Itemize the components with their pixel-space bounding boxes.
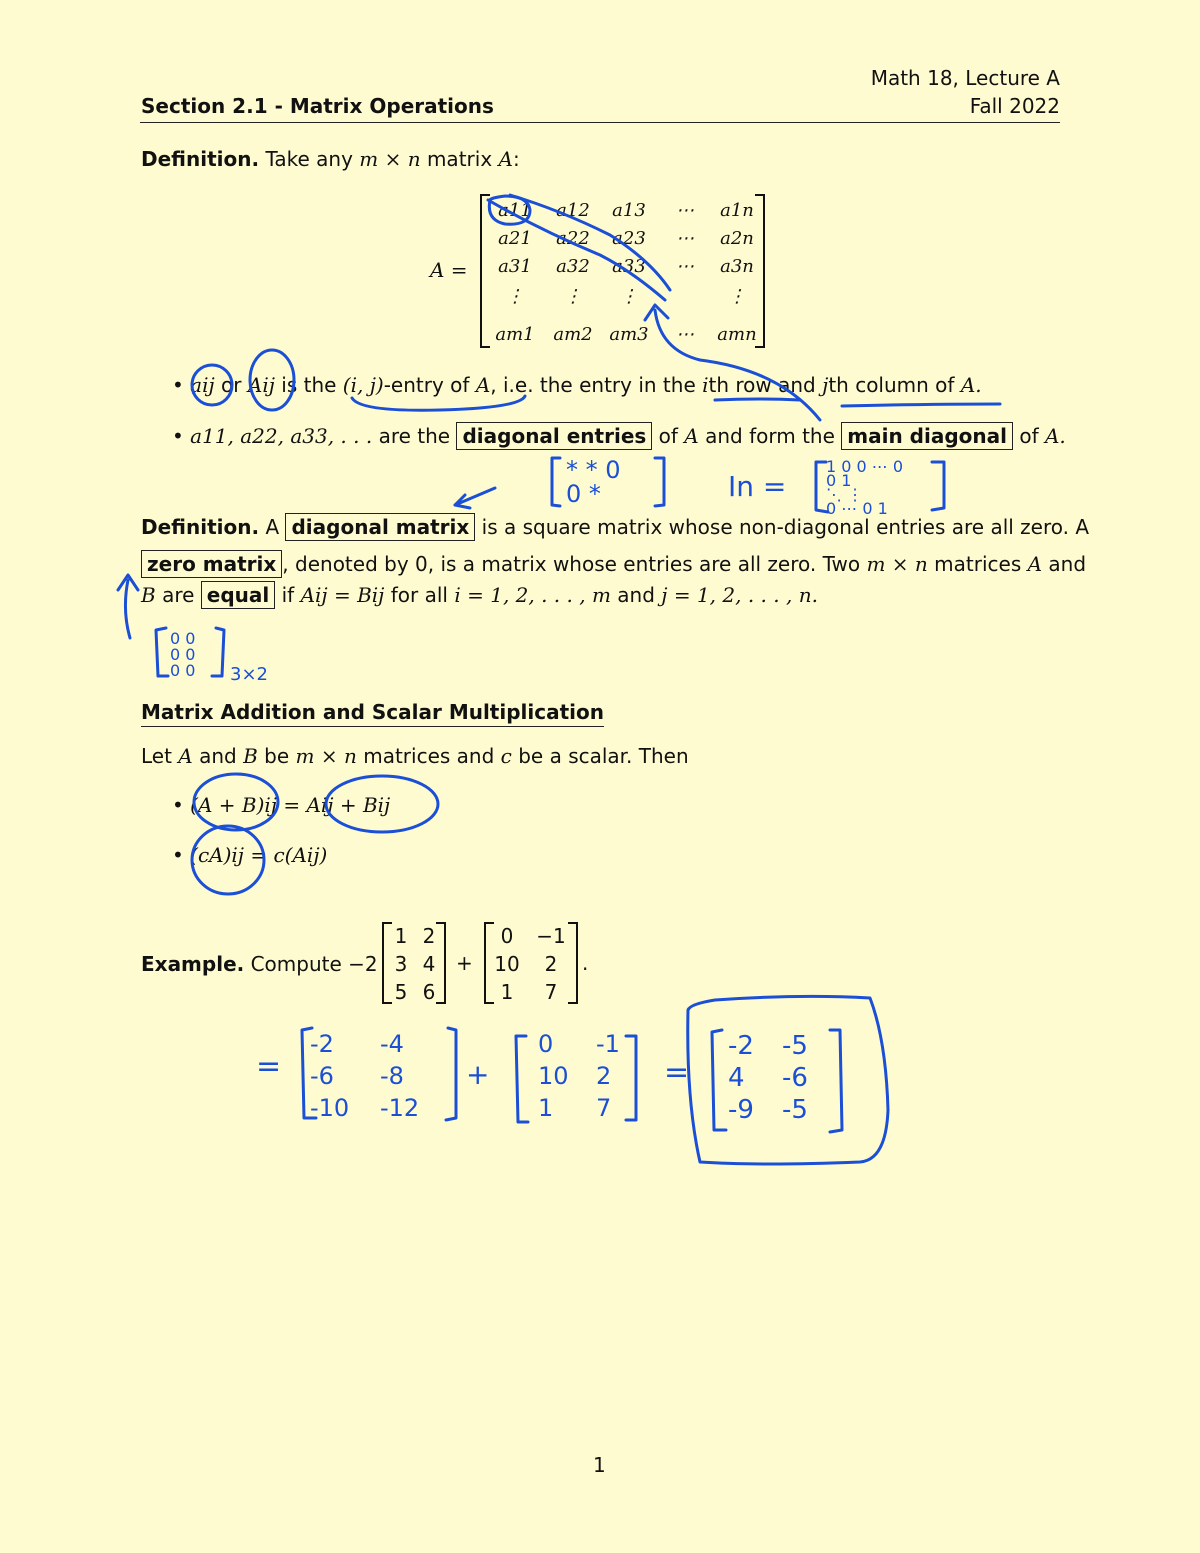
def1-colon: : (512, 147, 520, 171)
section2-intro (141, 743, 689, 769)
ink-scaled-entry: -12 (380, 1094, 420, 1122)
ink-underline-col (842, 404, 1000, 406)
def1-mn: m × n (359, 147, 421, 171)
matrix-entry: a32 (556, 256, 590, 277)
ink-scaled-entry: -2 (310, 1030, 334, 1058)
rule-scalar (172, 842, 327, 868)
ink-identity-row: 1 0 0 ⋯ 0 (826, 457, 904, 476)
b1-i: i (702, 373, 709, 397)
matrix-entry: a3n (720, 256, 754, 277)
ink-arrow (455, 488, 495, 505)
matrix-entry: a33 (612, 256, 646, 277)
ink-scaled-entry: -10 (310, 1094, 350, 1122)
section-heading: Matrix Addition and Scalar Multiplication (141, 700, 604, 727)
b1-aij: aij (190, 373, 215, 397)
example-matrix-2 (484, 922, 578, 1004)
ink-bracket (212, 628, 224, 676)
ink-added-entry: 1 (538, 1094, 554, 1122)
ink-zero-sketch-row: 0 0 (170, 629, 196, 648)
ink-diagonal-sketch-row: 0 * (566, 480, 601, 508)
ink-bracket (552, 458, 560, 506)
ink-bracket (712, 1030, 726, 1130)
s2-B: B (243, 744, 258, 768)
matrix-entry: a2n (720, 228, 754, 249)
matrix-A (480, 194, 765, 348)
matrix-entry: ⋮ (728, 286, 746, 307)
ink-bracket (302, 1028, 316, 1118)
b1-rest1: is the (281, 373, 337, 397)
def1-text-b: matrix (426, 147, 493, 171)
matrix-entry: 3 (394, 952, 408, 976)
ink-bracket (816, 462, 828, 512)
matrix-entry: ⋯ (676, 228, 694, 249)
bullet-dot: • (172, 843, 184, 867)
term-main-diagonal: main diagonal (841, 422, 1013, 450)
rule-addition-text: (A + B)ij = Aij + Bij (190, 793, 391, 817)
def1-A: A (498, 147, 513, 171)
ink-result-entry: -9 (728, 1095, 754, 1125)
ink-added-entry: -1 (596, 1030, 620, 1058)
matrix-entry: ⋮ (620, 286, 638, 307)
definition-2-line1 (141, 514, 1089, 540)
b1-or: or (221, 373, 242, 397)
b2-rest1: are the (378, 424, 451, 448)
ink-equals: = (256, 1049, 282, 1084)
matrix-entry: ⋮ (506, 286, 524, 307)
s2-A: A (178, 744, 193, 768)
def2-range-j: j = 1, 2, . . . , n. (661, 583, 818, 607)
matrix-entry: a23 (612, 228, 646, 249)
ink-zero-size: 3×2 (230, 664, 268, 685)
bullet-dot: • (172, 793, 184, 817)
ink-added-entry: 7 (596, 1094, 612, 1122)
matrix-entry: ⋯ (676, 324, 694, 345)
b2-rest3: and form the (705, 424, 835, 448)
ink-added-entry: 10 (538, 1062, 569, 1090)
def2-t2: is a square matrix whose non-diagonal entries are all zero. A (481, 515, 1090, 539)
matrix-entry: a22 (556, 228, 590, 249)
ink-arrow (125, 580, 130, 638)
term-label: Fall 2022 (969, 94, 1060, 118)
ink-zero-sketch-row: 0 0 (170, 661, 196, 680)
b1-A2: A. (960, 373, 982, 397)
matrix-entry: a31 (498, 256, 532, 277)
s2-c: c (500, 744, 512, 768)
def2-mn: m × n (866, 552, 928, 576)
matrix-entry: a12 (556, 200, 590, 221)
b1-ij: (i, j) (342, 373, 384, 397)
b1-rest4: th row and (708, 373, 816, 397)
matrix-entry: ⋯ (676, 200, 694, 221)
ink-bracket (626, 1036, 636, 1120)
definition-label: Definition. (141, 147, 260, 171)
def2-t3: , denoted by 0, is a matrix whose entries are all zero. Two (282, 552, 861, 576)
ink-diagonal-sketch-row: * * 0 (566, 456, 621, 484)
matrix-entry: am3 (609, 324, 649, 345)
ink-bracket (516, 1036, 528, 1122)
def2-t1: A (265, 515, 280, 539)
ink-result-entry: -5 (782, 1031, 808, 1061)
def2-A: A (1027, 552, 1043, 576)
matrix-entry: ⋯ (676, 256, 694, 277)
b1-rest3: , i.e. the entry in the (490, 373, 696, 397)
b2-A: A (684, 424, 699, 448)
matrix-entry: am2 (553, 324, 593, 345)
definition-label: Definition. (141, 515, 260, 539)
bullet-dot: • (172, 373, 184, 397)
course-label: Math 18, Lecture A (870, 66, 1060, 90)
ink-result-entry: 4 (728, 1063, 745, 1093)
matrix-entry: 4 (422, 952, 436, 976)
b1-Aij: Aij (247, 373, 275, 397)
ink-result-entry: -5 (782, 1095, 808, 1125)
definition-1 (141, 146, 520, 172)
example-period: . (582, 951, 589, 975)
s2-mn: m × n (295, 744, 357, 768)
ink-bracket (655, 458, 664, 506)
matrix-entry: 7 (544, 980, 558, 1004)
section-title: Section 2.1 - Matrix Operations (141, 94, 494, 118)
s2-intro-a: Let (141, 744, 172, 768)
ink-arrow-head (118, 575, 138, 590)
ink-zero-sketch-row: 0 0 (170, 645, 196, 664)
matrix-entry: amn (717, 324, 757, 345)
term-diagonal-matrix: diagonal matrix (285, 513, 475, 541)
term-equal: equal (201, 581, 275, 609)
matrix-entry: 2 (422, 924, 436, 948)
matrix-entry: 2 (544, 952, 558, 976)
bullet-diagonal (172, 423, 1066, 449)
matrix-entry: a1n (720, 200, 754, 221)
ink-result-box (688, 996, 888, 1164)
def2-eq: Aij = Bij (300, 583, 385, 607)
b1-j: j (822, 373, 829, 397)
matrix-entry: am1 (495, 324, 535, 345)
matrix-entry: 5 (394, 980, 408, 1004)
definition-2-line3 (141, 582, 818, 608)
matrix-entry: 0 (500, 924, 514, 948)
ink-scaled-entry: -4 (380, 1030, 404, 1058)
page-number: 1 (593, 1453, 606, 1477)
b2-rest4: of (1019, 424, 1039, 448)
matrix-entry: −1 (536, 924, 566, 948)
ink-underline-row (715, 399, 800, 400)
ink-bracket (156, 628, 168, 676)
matrix-lhs-text: A = (430, 258, 468, 282)
term-zero-matrix: zero matrix (141, 550, 282, 578)
matrix-bracket-left (480, 194, 490, 348)
ink-scaled-entry: -6 (310, 1062, 334, 1090)
matrix-entry: a11 (498, 200, 532, 221)
b1-A: A (475, 373, 491, 397)
b2-A2: A. (1044, 424, 1066, 448)
example-plus: + (456, 951, 473, 975)
ink-equals: = (664, 1055, 690, 1090)
def2-t4: matrices (934, 552, 1022, 576)
b1-rest2: -entry of (383, 373, 470, 397)
ink-added-entry: 2 (596, 1062, 612, 1090)
matrix-entry: a13 (612, 200, 646, 221)
example-label: Example. (141, 952, 245, 976)
s2-and: and (199, 744, 237, 768)
def2-B: B (141, 583, 156, 607)
matrix-entry: 6 (422, 980, 436, 1004)
matrix-entry: ⋮ (564, 286, 582, 307)
ink-result-entry: -6 (782, 1063, 808, 1093)
definition-2-line2 (141, 551, 1086, 577)
s2-be: be (264, 744, 290, 768)
ink-result-entry: -2 (728, 1031, 754, 1061)
s2-intro-b: matrices and (363, 744, 495, 768)
def2-t5: and (1048, 552, 1087, 576)
matrix-entry: 1 (500, 980, 514, 1004)
bullet-dot: • (172, 424, 184, 448)
bullet-entry (172, 372, 982, 398)
ink-identity-label: In = (728, 470, 787, 503)
def1-text-a: Take any (265, 147, 353, 171)
ink-bracket (932, 462, 944, 510)
ink-underline-ij (352, 396, 525, 410)
example-label-line (141, 951, 378, 977)
def2-t9: and (617, 583, 655, 607)
ink-identity-row: 0 1 (826, 471, 852, 490)
matrix-entry: 1 (394, 924, 408, 948)
header-rule (140, 122, 1060, 123)
rule-addition (172, 792, 390, 818)
matrix-lhs (430, 258, 468, 282)
b1-rest5: th column of (828, 373, 955, 397)
s2-intro-c: be a scalar. Then (518, 744, 689, 768)
matrix-entry: a21 (498, 228, 532, 249)
ink-identity-row: ⋱ ⋮ (826, 485, 864, 504)
ink-bracket (446, 1028, 456, 1120)
ink-plus: + (466, 1058, 490, 1091)
example-matrix-1 (382, 922, 446, 1004)
matrix-entry: 10 (494, 952, 520, 976)
example-text: Compute −2 (250, 952, 378, 976)
b2-rest2: of (658, 424, 678, 448)
ink-added-entry: 0 (538, 1030, 554, 1058)
b2-entries: a11, a22, a33, . . . (190, 424, 373, 448)
ink-identity-row: 0 ⋯ 0 1 (826, 499, 888, 518)
def2-range-i: i = 1, 2, . . . , m (454, 583, 611, 607)
term-diagonal-entries: diagonal entries (456, 422, 652, 450)
def2-t7: if (281, 583, 295, 607)
def2-t8: for all (390, 583, 448, 607)
ink-arrow-head (455, 495, 470, 508)
matrix-bracket-right (568, 922, 578, 1004)
ink-bracket (830, 1030, 842, 1132)
def2-t6: are (162, 583, 195, 607)
rule-scalar-text: (cA)ij = c(Aij) (190, 843, 328, 867)
ink-scaled-entry: -8 (380, 1062, 404, 1090)
